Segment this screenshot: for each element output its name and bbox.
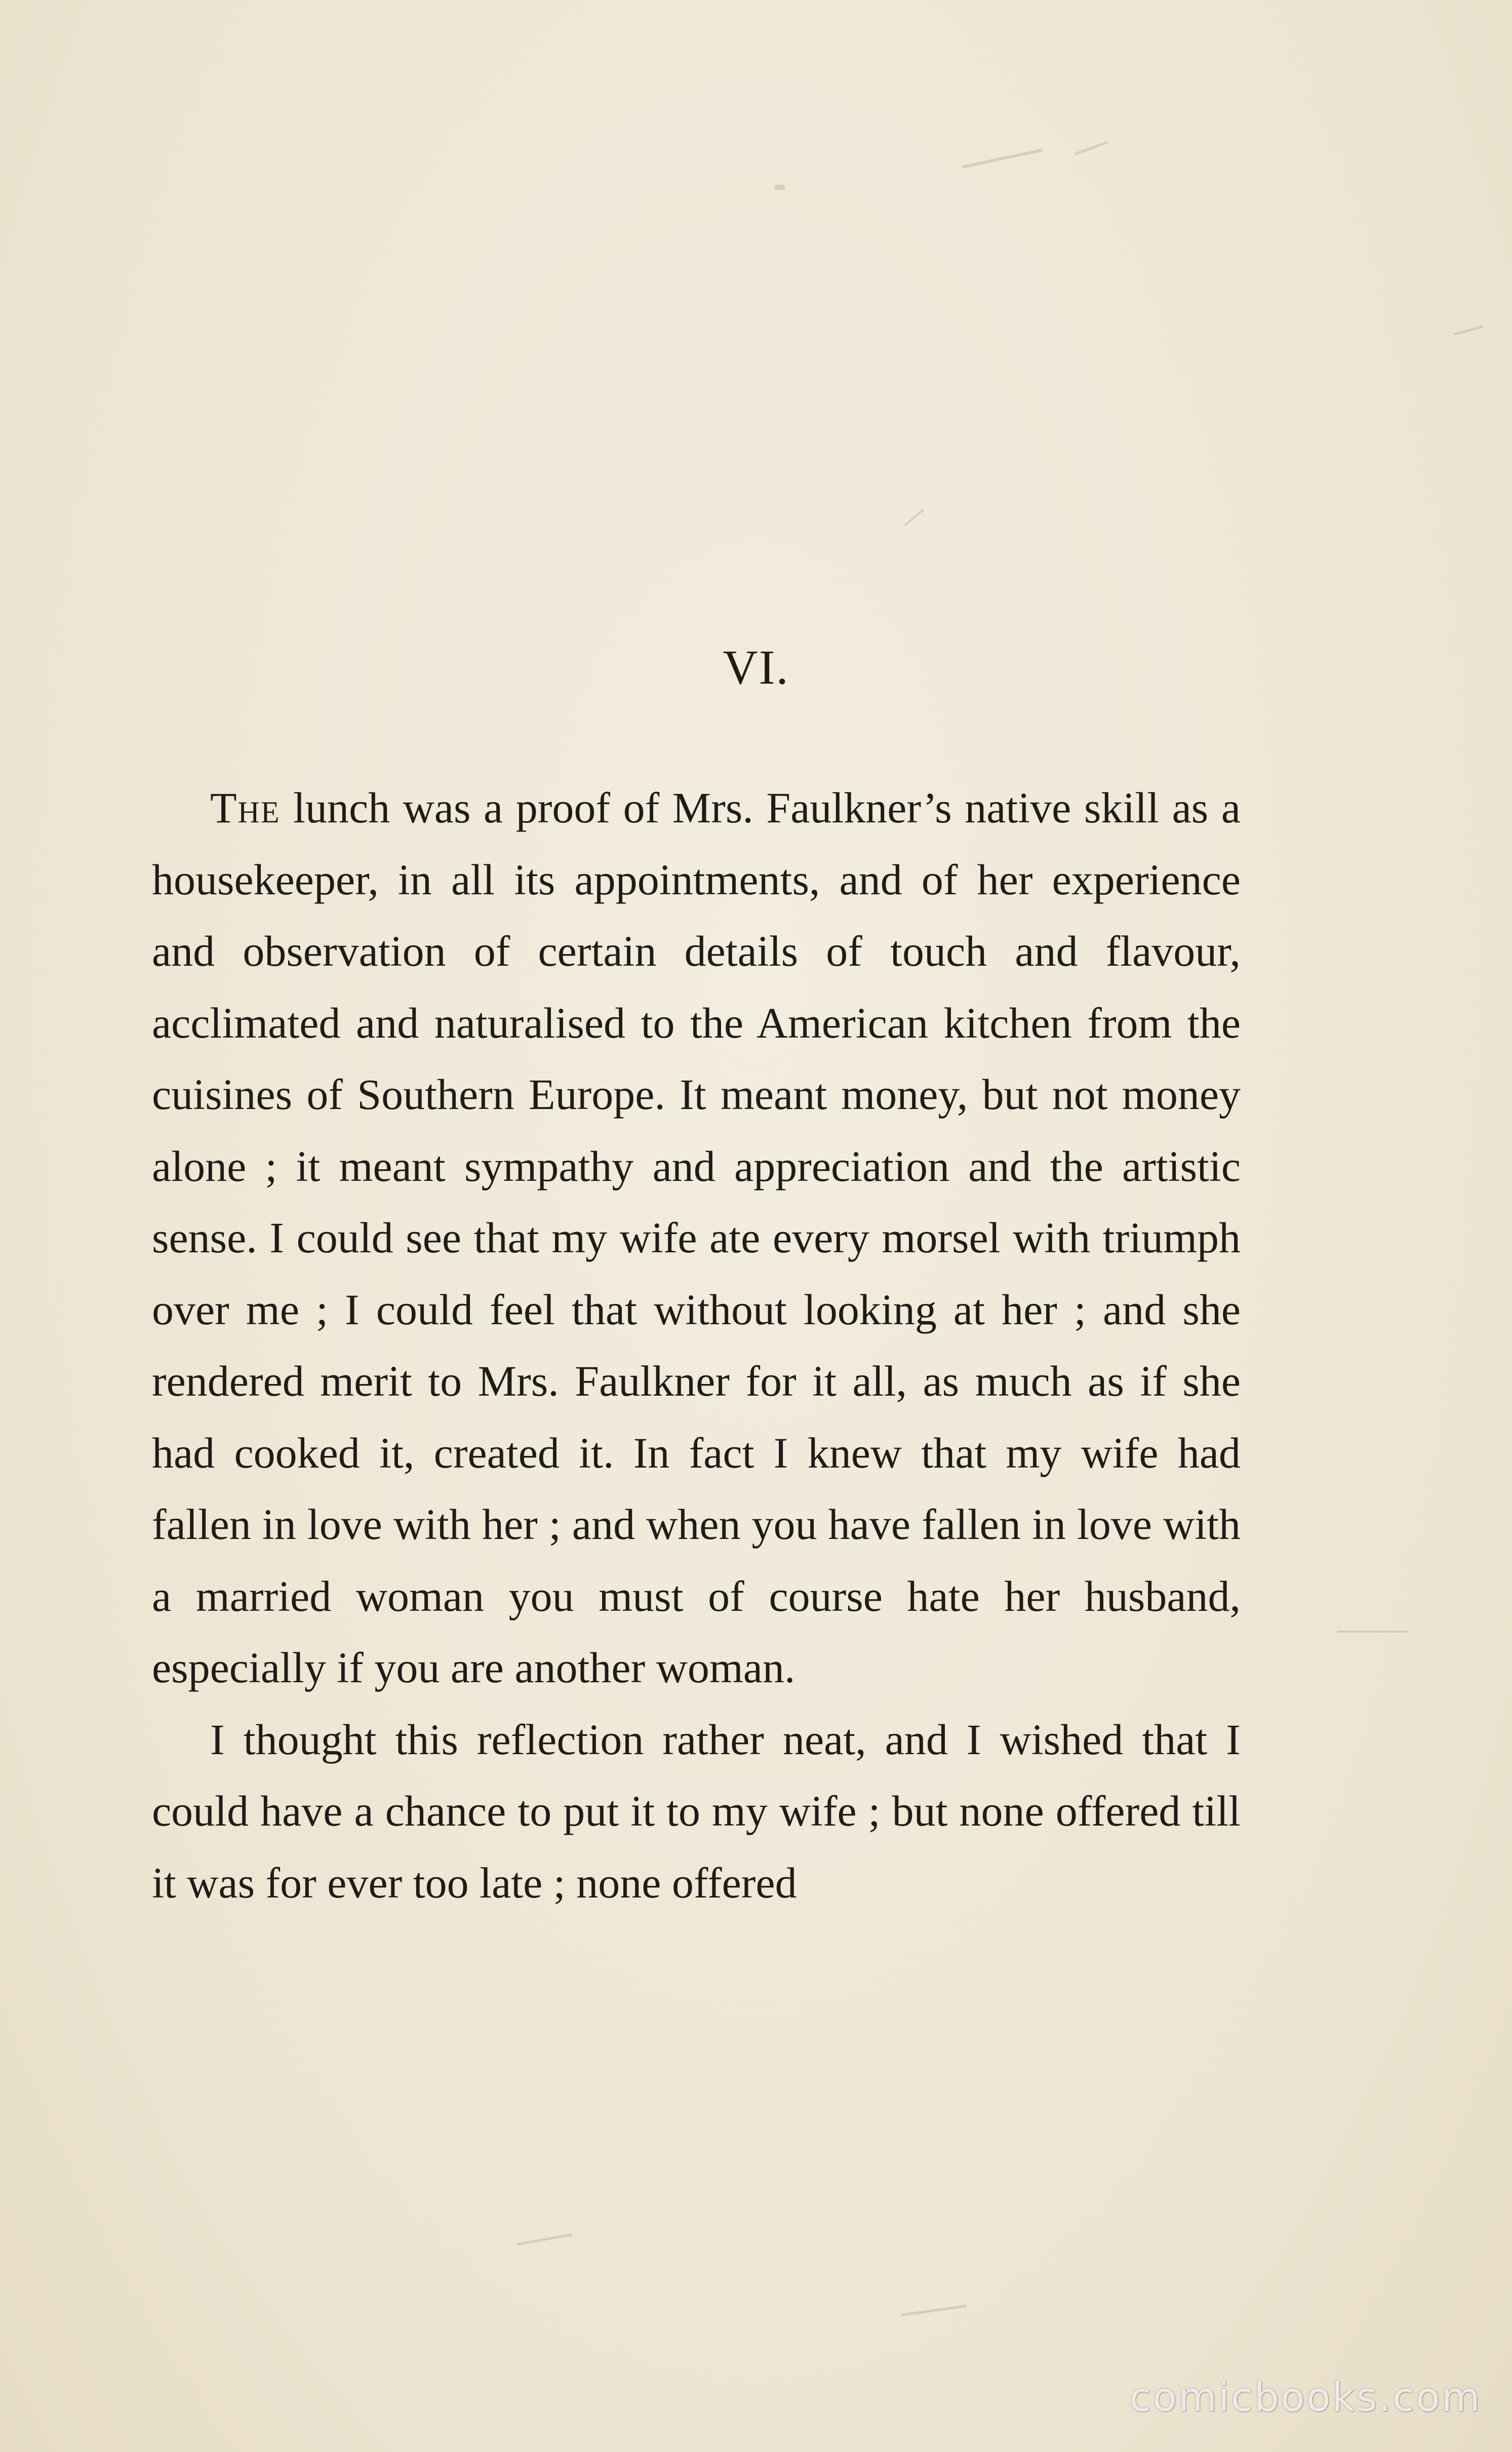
site-watermark: comicbooks.com	[1129, 2375, 1482, 2421]
paper-speck	[901, 2305, 967, 2316]
paper-speck	[1074, 141, 1108, 155]
paragraph-lead-word: The	[210, 783, 281, 832]
paper-speck	[516, 2233, 572, 2245]
paper-speck	[775, 185, 785, 190]
paper-speck	[1337, 1631, 1408, 1633]
paper-speck	[1453, 325, 1483, 335]
paragraph-1	[152, 772, 1241, 1704]
paper-speck	[963, 148, 1043, 168]
paragraph-text: lunch was a proof of Mrs. Faulkner’s native skill as a housekeeper, in all its appointments, and of her experience and observation of certain details of touch and flavour, acclimated and naturalised to the American kitchen from the cuisines of Southern Europe. It meant money, but not money alone ; it meant sympathy and appreciation and the artistic sense. I could see that my wife ate every morsel with triumph over me ; I could feel that without looking at her ; and she rendered merit to Mrs. Faulkner for it all, as much as if she had cooked it, created it. In fact I knew that my wife had fallen in love with her ; and when you have fallen in love with a married woman you must of course hate her husband, especially if you are another woman.	[152, 783, 1241, 1692]
chapter-heading: VI.	[723, 640, 789, 694]
chapter-body	[152, 772, 1241, 1919]
paper-speck	[904, 508, 925, 526]
paragraph-text: I thought this reflection rather neat, and I wished that I could have a chance to put it to my wife ; but none offered till it was for ever too late ; none offered	[152, 1715, 1241, 1907]
paragraph-2	[152, 1704, 1241, 1919]
